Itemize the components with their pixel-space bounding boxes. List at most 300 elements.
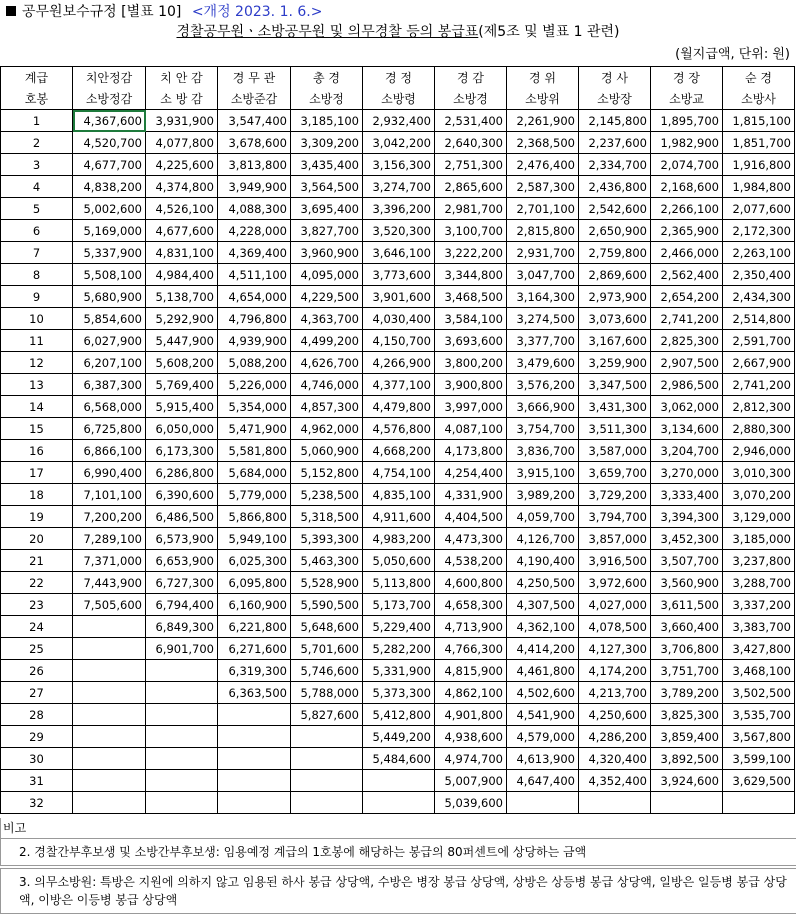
salary-cell[interactable]: 4,938,600 — [435, 726, 507, 748]
salary-cell[interactable]: 5,449,200 — [363, 726, 435, 748]
salary-cell[interactable]: 3,915,100 — [507, 462, 579, 484]
salary-cell[interactable]: 4,059,700 — [507, 506, 579, 528]
salary-cell[interactable] — [73, 638, 146, 660]
salary-cell[interactable]: 4,213,700 — [579, 682, 651, 704]
salary-cell[interactable]: 3,396,200 — [363, 198, 435, 220]
step-cell[interactable]: 21 — [1, 550, 73, 572]
salary-cell[interactable]: 2,981,700 — [435, 198, 507, 220]
salary-cell[interactable]: 5,002,600 — [73, 198, 146, 220]
salary-cell[interactable]: 5,684,000 — [218, 462, 291, 484]
salary-cell[interactable] — [73, 792, 146, 814]
salary-cell[interactable]: 4,746,000 — [291, 374, 363, 396]
salary-cell[interactable]: 4,461,800 — [507, 660, 579, 682]
salary-cell[interactable]: 2,237,600 — [579, 132, 651, 154]
salary-cell[interactable]: 4,369,400 — [218, 242, 291, 264]
salary-cell[interactable]: 6,387,300 — [73, 374, 146, 396]
salary-cell[interactable]: 2,667,900 — [723, 352, 795, 374]
salary-cell[interactable]: 3,222,200 — [435, 242, 507, 264]
salary-cell[interactable]: 2,587,300 — [507, 176, 579, 198]
salary-cell[interactable]: 3,062,000 — [651, 396, 723, 418]
salary-cell[interactable]: 1,982,900 — [651, 132, 723, 154]
salary-cell[interactable]: 4,857,300 — [291, 396, 363, 418]
salary-cell[interactable]: 3,204,700 — [651, 440, 723, 462]
salary-cell[interactable]: 4,174,200 — [579, 660, 651, 682]
salary-cell[interactable]: 5,701,600 — [291, 638, 363, 660]
salary-cell[interactable]: 4,658,300 — [435, 594, 507, 616]
salary-cell[interactable]: 3,949,900 — [218, 176, 291, 198]
salary-cell[interactable]: 3,773,600 — [363, 264, 435, 286]
salary-cell[interactable]: 6,901,700 — [146, 638, 218, 660]
salary-cell[interactable]: 7,371,000 — [73, 550, 146, 572]
salary-cell[interactable]: 5,590,500 — [291, 594, 363, 616]
salary-cell[interactable]: 4,320,400 — [579, 748, 651, 770]
salary-cell[interactable]: 3,383,700 — [723, 616, 795, 638]
salary-cell[interactable]: 3,468,100 — [723, 660, 795, 682]
salary-cell[interactable]: 4,600,800 — [435, 572, 507, 594]
salary-cell[interactable]: 3,333,400 — [651, 484, 723, 506]
salary-cell[interactable]: 6,727,300 — [146, 572, 218, 594]
salary-cell[interactable] — [218, 748, 291, 770]
salary-cell[interactable]: 5,915,400 — [146, 396, 218, 418]
salary-cell[interactable]: 3,270,000 — [651, 462, 723, 484]
step-cell[interactable]: 7 — [1, 242, 73, 264]
salary-cell[interactable]: 3,156,300 — [363, 154, 435, 176]
salary-cell[interactable] — [291, 792, 363, 814]
salary-cell[interactable] — [218, 704, 291, 726]
salary-cell[interactable]: 3,185,000 — [723, 528, 795, 550]
salary-cell[interactable]: 4,095,000 — [291, 264, 363, 286]
salary-cell[interactable]: 3,164,300 — [507, 286, 579, 308]
salary-cell[interactable]: 2,865,600 — [435, 176, 507, 198]
salary-cell[interactable]: 2,168,600 — [651, 176, 723, 198]
salary-cell[interactable] — [73, 770, 146, 792]
step-cell[interactable]: 19 — [1, 506, 73, 528]
salary-cell[interactable]: 6,390,600 — [146, 484, 218, 506]
salary-cell[interactable]: 5,854,600 — [73, 308, 146, 330]
salary-cell[interactable]: 6,653,900 — [146, 550, 218, 572]
salary-cell[interactable]: 6,025,300 — [218, 550, 291, 572]
salary-cell[interactable]: 4,831,100 — [146, 242, 218, 264]
salary-cell[interactable]: 3,564,500 — [291, 176, 363, 198]
salary-cell[interactable]: 5,229,400 — [363, 616, 435, 638]
salary-cell[interactable]: 4,190,400 — [507, 550, 579, 572]
salary-cell[interactable]: 1,895,700 — [651, 110, 723, 132]
salary-cell[interactable] — [218, 726, 291, 748]
salary-cell[interactable]: 3,288,700 — [723, 572, 795, 594]
salary-cell[interactable]: 3,629,500 — [723, 770, 795, 792]
salary-cell[interactable]: 3,047,700 — [507, 264, 579, 286]
salary-cell[interactable]: 5,447,900 — [146, 330, 218, 352]
salary-cell[interactable]: 6,286,800 — [146, 462, 218, 484]
salary-cell[interactable]: 2,476,400 — [507, 154, 579, 176]
salary-cell[interactable]: 3,660,400 — [651, 616, 723, 638]
salary-cell[interactable]: 3,576,200 — [507, 374, 579, 396]
salary-cell[interactable]: 3,678,600 — [218, 132, 291, 154]
salary-cell[interactable]: 2,591,700 — [723, 330, 795, 352]
salary-cell[interactable] — [146, 682, 218, 704]
salary-cell[interactable]: 3,857,000 — [579, 528, 651, 550]
salary-cell[interactable]: 5,238,500 — [291, 484, 363, 506]
salary-cell[interactable]: 5,169,000 — [73, 220, 146, 242]
salary-cell[interactable]: 2,751,300 — [435, 154, 507, 176]
salary-cell[interactable]: 3,892,500 — [651, 748, 723, 770]
salary-cell[interactable]: 4,835,100 — [363, 484, 435, 506]
salary-cell[interactable] — [146, 792, 218, 814]
salary-cell[interactable]: 6,221,800 — [218, 616, 291, 638]
salary-cell[interactable]: 3,729,200 — [579, 484, 651, 506]
salary-cell[interactable]: 2,650,900 — [579, 220, 651, 242]
salary-cell[interactable]: 3,972,600 — [579, 572, 651, 594]
salary-cell[interactable]: 4,250,600 — [579, 704, 651, 726]
salary-cell[interactable]: 2,931,700 — [507, 242, 579, 264]
step-cell[interactable]: 10 — [1, 308, 73, 330]
salary-cell[interactable]: 4,077,800 — [146, 132, 218, 154]
salary-cell[interactable]: 2,932,400 — [363, 110, 435, 132]
salary-cell[interactable]: 4,654,000 — [218, 286, 291, 308]
salary-cell[interactable]: 3,924,600 — [651, 770, 723, 792]
step-cell[interactable]: 17 — [1, 462, 73, 484]
step-cell[interactable]: 22 — [1, 572, 73, 594]
salary-cell[interactable] — [218, 792, 291, 814]
salary-cell[interactable]: 4,520,700 — [73, 132, 146, 154]
salary-cell[interactable]: 3,274,500 — [507, 308, 579, 330]
salary-cell[interactable]: 3,431,300 — [579, 396, 651, 418]
salary-cell[interactable]: 4,962,000 — [291, 418, 363, 440]
salary-cell[interactable]: 3,347,500 — [579, 374, 651, 396]
salary-cell[interactable]: 4,404,500 — [435, 506, 507, 528]
salary-cell[interactable]: 4,526,100 — [146, 198, 218, 220]
salary-cell[interactable]: 4,027,000 — [579, 594, 651, 616]
salary-cell[interactable]: 3,827,700 — [291, 220, 363, 242]
salary-cell[interactable]: 4,613,900 — [507, 748, 579, 770]
salary-cell[interactable]: 2,946,000 — [723, 440, 795, 462]
step-cell[interactable]: 28 — [1, 704, 73, 726]
salary-cell[interactable]: 3,185,100 — [291, 110, 363, 132]
salary-cell[interactable]: 5,463,300 — [291, 550, 363, 572]
salary-cell[interactable] — [146, 704, 218, 726]
salary-cell[interactable]: 3,547,400 — [218, 110, 291, 132]
salary-cell[interactable] — [723, 792, 795, 814]
salary-cell[interactable]: 3,789,200 — [651, 682, 723, 704]
salary-cell[interactable]: 4,576,800 — [363, 418, 435, 440]
salary-cell[interactable]: 4,538,200 — [435, 550, 507, 572]
step-cell[interactable]: 26 — [1, 660, 73, 682]
step-cell[interactable]: 6 — [1, 220, 73, 242]
step-cell[interactable]: 8 — [1, 264, 73, 286]
salary-cell[interactable] — [73, 682, 146, 704]
salary-cell[interactable]: 5,680,900 — [73, 286, 146, 308]
salary-cell[interactable]: 5,292,900 — [146, 308, 218, 330]
salary-cell[interactable]: 4,228,000 — [218, 220, 291, 242]
salary-cell[interactable]: 5,484,600 — [363, 748, 435, 770]
salary-cell[interactable]: 4,511,100 — [218, 264, 291, 286]
salary-cell[interactable]: 2,759,800 — [579, 242, 651, 264]
salary-cell[interactable]: 3,100,700 — [435, 220, 507, 242]
salary-cell[interactable]: 4,367,600 — [73, 110, 146, 132]
salary-cell[interactable]: 4,754,100 — [363, 462, 435, 484]
salary-cell[interactable]: 3,916,500 — [579, 550, 651, 572]
salary-cell[interactable]: 7,289,100 — [73, 528, 146, 550]
salary-cell[interactable]: 4,127,300 — [579, 638, 651, 660]
salary-cell[interactable]: 5,471,900 — [218, 418, 291, 440]
salary-cell[interactable]: 5,152,800 — [291, 462, 363, 484]
salary-cell[interactable]: 3,535,700 — [723, 704, 795, 726]
salary-cell[interactable]: 5,060,900 — [291, 440, 363, 462]
salary-cell[interactable]: 4,479,800 — [363, 396, 435, 418]
salary-cell[interactable]: 5,007,900 — [435, 770, 507, 792]
salary-cell[interactable]: 3,344,800 — [435, 264, 507, 286]
step-cell[interactable]: 3 — [1, 154, 73, 176]
salary-cell[interactable]: 2,172,300 — [723, 220, 795, 242]
salary-cell[interactable]: 4,766,300 — [435, 638, 507, 660]
salary-cell[interactable]: 7,505,600 — [73, 594, 146, 616]
salary-cell[interactable]: 4,541,900 — [507, 704, 579, 726]
salary-cell[interactable] — [146, 726, 218, 748]
salary-cell[interactable]: 3,997,000 — [435, 396, 507, 418]
salary-cell[interactable]: 3,479,600 — [507, 352, 579, 374]
salary-cell[interactable]: 2,825,300 — [651, 330, 723, 352]
salary-cell[interactable]: 2,434,300 — [723, 286, 795, 308]
salary-cell[interactable]: 3,452,300 — [651, 528, 723, 550]
salary-cell[interactable]: 3,520,300 — [363, 220, 435, 242]
salary-cell[interactable]: 5,354,000 — [218, 396, 291, 418]
salary-cell[interactable]: 5,113,800 — [363, 572, 435, 594]
salary-cell[interactable] — [73, 748, 146, 770]
salary-cell[interactable]: 2,368,500 — [507, 132, 579, 154]
salary-cell[interactable]: 3,584,100 — [435, 308, 507, 330]
salary-cell[interactable] — [146, 748, 218, 770]
salary-cell[interactable]: 3,010,300 — [723, 462, 795, 484]
salary-cell[interactable]: 4,911,600 — [363, 506, 435, 528]
salary-cell[interactable]: 6,207,100 — [73, 352, 146, 374]
salary-cell[interactable]: 5,088,200 — [218, 352, 291, 374]
salary-cell[interactable]: 3,511,300 — [579, 418, 651, 440]
salary-cell[interactable]: 6,794,400 — [146, 594, 218, 616]
salary-cell[interactable]: 3,989,200 — [507, 484, 579, 506]
salary-cell[interactable]: 2,542,600 — [579, 198, 651, 220]
salary-cell[interactable]: 2,812,300 — [723, 396, 795, 418]
salary-cell[interactable]: 2,973,900 — [579, 286, 651, 308]
salary-cell[interactable]: 2,741,200 — [723, 374, 795, 396]
salary-cell[interactable]: 6,173,300 — [146, 440, 218, 462]
salary-cell[interactable]: 4,974,700 — [435, 748, 507, 770]
salary-cell[interactable]: 5,138,700 — [146, 286, 218, 308]
salary-cell[interactable]: 4,983,200 — [363, 528, 435, 550]
salary-cell[interactable]: 5,412,800 — [363, 704, 435, 726]
salary-cell[interactable]: 2,986,500 — [651, 374, 723, 396]
salary-cell[interactable]: 4,473,300 — [435, 528, 507, 550]
salary-cell[interactable]: 4,796,800 — [218, 308, 291, 330]
salary-cell[interactable]: 3,259,900 — [579, 352, 651, 374]
step-cell[interactable]: 13 — [1, 374, 73, 396]
salary-cell[interactable]: 3,377,700 — [507, 330, 579, 352]
salary-cell[interactable]: 3,836,700 — [507, 440, 579, 462]
step-cell[interactable]: 30 — [1, 748, 73, 770]
step-cell[interactable]: 24 — [1, 616, 73, 638]
salary-cell[interactable]: 3,309,200 — [291, 132, 363, 154]
salary-cell[interactable]: 2,436,800 — [579, 176, 651, 198]
salary-cell[interactable]: 4,352,400 — [579, 770, 651, 792]
salary-cell[interactable]: 3,274,700 — [363, 176, 435, 198]
salary-cell[interactable]: 6,095,800 — [218, 572, 291, 594]
salary-cell[interactable]: 2,654,200 — [651, 286, 723, 308]
salary-cell[interactable] — [291, 770, 363, 792]
salary-cell[interactable]: 2,145,800 — [579, 110, 651, 132]
salary-cell[interactable]: 6,725,800 — [73, 418, 146, 440]
step-cell[interactable]: 4 — [1, 176, 73, 198]
salary-cell[interactable]: 4,088,300 — [218, 198, 291, 220]
salary-cell[interactable]: 2,640,300 — [435, 132, 507, 154]
salary-cell[interactable]: 5,788,000 — [291, 682, 363, 704]
salary-cell[interactable] — [363, 792, 435, 814]
salary-cell[interactable]: 6,573,900 — [146, 528, 218, 550]
salary-cell[interactable] — [218, 770, 291, 792]
step-cell[interactable]: 11 — [1, 330, 73, 352]
salary-cell[interactable]: 6,849,300 — [146, 616, 218, 638]
salary-cell[interactable]: 2,869,600 — [579, 264, 651, 286]
salary-cell[interactable]: 4,078,500 — [579, 616, 651, 638]
step-cell[interactable]: 18 — [1, 484, 73, 506]
salary-cell[interactable]: 6,486,500 — [146, 506, 218, 528]
step-cell[interactable]: 5 — [1, 198, 73, 220]
salary-cell[interactable] — [291, 726, 363, 748]
salary-cell[interactable]: 4,173,800 — [435, 440, 507, 462]
salary-cell[interactable]: 1,984,800 — [723, 176, 795, 198]
salary-cell[interactable]: 5,039,600 — [435, 792, 507, 814]
salary-cell[interactable] — [146, 770, 218, 792]
salary-cell[interactable]: 5,318,500 — [291, 506, 363, 528]
salary-cell[interactable]: 4,668,200 — [363, 440, 435, 462]
salary-cell[interactable]: 4,363,700 — [291, 308, 363, 330]
salary-cell[interactable]: 7,443,900 — [73, 572, 146, 594]
salary-cell[interactable] — [291, 748, 363, 770]
salary-cell[interactable]: 4,677,700 — [73, 154, 146, 176]
salary-cell[interactable]: 3,813,800 — [218, 154, 291, 176]
salary-cell[interactable]: 3,611,500 — [651, 594, 723, 616]
salary-cell[interactable]: 2,741,200 — [651, 308, 723, 330]
step-cell[interactable]: 31 — [1, 770, 73, 792]
salary-cell[interactable]: 4,939,900 — [218, 330, 291, 352]
salary-cell[interactable]: 4,626,700 — [291, 352, 363, 374]
salary-cell[interactable]: 1,815,100 — [723, 110, 795, 132]
step-cell[interactable]: 27 — [1, 682, 73, 704]
salary-cell[interactable]: 2,334,700 — [579, 154, 651, 176]
salary-cell[interactable]: 4,254,400 — [435, 462, 507, 484]
salary-cell[interactable]: 6,568,000 — [73, 396, 146, 418]
salary-cell[interactable]: 4,838,200 — [73, 176, 146, 198]
salary-cell[interactable]: 3,073,600 — [579, 308, 651, 330]
salary-cell[interactable]: 2,350,400 — [723, 264, 795, 286]
salary-cell[interactable]: 3,394,300 — [651, 506, 723, 528]
salary-cell[interactable]: 3,859,400 — [651, 726, 723, 748]
salary-cell[interactable] — [507, 792, 579, 814]
salary-cell[interactable]: 3,042,200 — [363, 132, 435, 154]
salary-cell[interactable]: 7,101,100 — [73, 484, 146, 506]
salary-cell[interactable]: 5,528,900 — [291, 572, 363, 594]
salary-cell[interactable]: 5,866,800 — [218, 506, 291, 528]
step-cell[interactable]: 32 — [1, 792, 73, 814]
salary-cell[interactable]: 3,800,200 — [435, 352, 507, 374]
salary-cell[interactable]: 3,427,800 — [723, 638, 795, 660]
salary-cell[interactable]: 3,695,400 — [291, 198, 363, 220]
salary-cell[interactable]: 4,499,200 — [291, 330, 363, 352]
salary-cell[interactable]: 2,261,900 — [507, 110, 579, 132]
salary-cell[interactable]: 6,866,100 — [73, 440, 146, 462]
step-cell[interactable]: 9 — [1, 286, 73, 308]
salary-cell[interactable]: 3,435,400 — [291, 154, 363, 176]
salary-cell[interactable]: 2,907,500 — [651, 352, 723, 374]
salary-cell[interactable] — [73, 616, 146, 638]
salary-cell[interactable]: 2,263,100 — [723, 242, 795, 264]
salary-cell[interactable]: 2,077,600 — [723, 198, 795, 220]
salary-cell[interactable]: 5,173,700 — [363, 594, 435, 616]
salary-cell[interactable]: 4,030,400 — [363, 308, 435, 330]
salary-cell[interactable]: 3,901,600 — [363, 286, 435, 308]
salary-cell[interactable]: 4,377,100 — [363, 374, 435, 396]
step-cell[interactable]: 20 — [1, 528, 73, 550]
salary-cell[interactable]: 3,599,100 — [723, 748, 795, 770]
salary-cell[interactable]: 6,271,600 — [218, 638, 291, 660]
salary-cell[interactable]: 3,931,900 — [146, 110, 218, 132]
salary-cell[interactable]: 4,862,100 — [435, 682, 507, 704]
salary-cell[interactable]: 3,502,500 — [723, 682, 795, 704]
salary-cell[interactable]: 2,562,400 — [651, 264, 723, 286]
salary-cell[interactable]: 3,794,700 — [579, 506, 651, 528]
salary-cell[interactable]: 3,129,000 — [723, 506, 795, 528]
salary-cell[interactable]: 4,307,500 — [507, 594, 579, 616]
salary-cell[interactable]: 1,916,800 — [723, 154, 795, 176]
salary-cell[interactable]: 3,754,700 — [507, 418, 579, 440]
salary-cell[interactable]: 3,134,600 — [651, 418, 723, 440]
salary-cell[interactable]: 4,362,100 — [507, 616, 579, 638]
salary-cell[interactable]: 5,949,100 — [218, 528, 291, 550]
salary-cell[interactable]: 5,508,100 — [73, 264, 146, 286]
salary-cell[interactable]: 4,414,200 — [507, 638, 579, 660]
salary-cell[interactable]: 5,769,400 — [146, 374, 218, 396]
salary-cell[interactable]: 4,250,500 — [507, 572, 579, 594]
salary-cell[interactable]: 6,319,300 — [218, 660, 291, 682]
salary-cell[interactable] — [73, 704, 146, 726]
salary-cell[interactable]: 5,050,600 — [363, 550, 435, 572]
salary-cell[interactable]: 2,266,100 — [651, 198, 723, 220]
salary-cell[interactable]: 4,579,000 — [507, 726, 579, 748]
salary-cell[interactable]: 3,825,300 — [651, 704, 723, 726]
salary-cell[interactable]: 4,647,400 — [507, 770, 579, 792]
step-cell[interactable]: 12 — [1, 352, 73, 374]
salary-cell[interactable]: 6,363,500 — [218, 682, 291, 704]
salary-cell[interactable]: 4,286,200 — [579, 726, 651, 748]
salary-cell[interactable]: 2,701,100 — [507, 198, 579, 220]
salary-cell[interactable]: 3,900,800 — [435, 374, 507, 396]
salary-cell[interactable]: 3,693,600 — [435, 330, 507, 352]
step-cell[interactable]: 23 — [1, 594, 73, 616]
salary-cell[interactable]: 7,200,200 — [73, 506, 146, 528]
salary-cell[interactable]: 4,374,800 — [146, 176, 218, 198]
salary-cell[interactable]: 2,466,000 — [651, 242, 723, 264]
salary-cell[interactable]: 4,087,100 — [435, 418, 507, 440]
step-cell[interactable]: 1 — [1, 110, 73, 132]
salary-cell[interactable]: 4,126,700 — [507, 528, 579, 550]
salary-cell[interactable]: 3,337,200 — [723, 594, 795, 616]
salary-cell[interactable]: 5,746,600 — [291, 660, 363, 682]
salary-cell[interactable]: 2,074,700 — [651, 154, 723, 176]
salary-cell[interactable]: 4,713,900 — [435, 616, 507, 638]
salary-cell[interactable]: 6,050,000 — [146, 418, 218, 440]
step-cell[interactable]: 14 — [1, 396, 73, 418]
salary-cell[interactable]: 3,070,200 — [723, 484, 795, 506]
step-cell[interactable]: 29 — [1, 726, 73, 748]
salary-cell[interactable]: 3,468,500 — [435, 286, 507, 308]
